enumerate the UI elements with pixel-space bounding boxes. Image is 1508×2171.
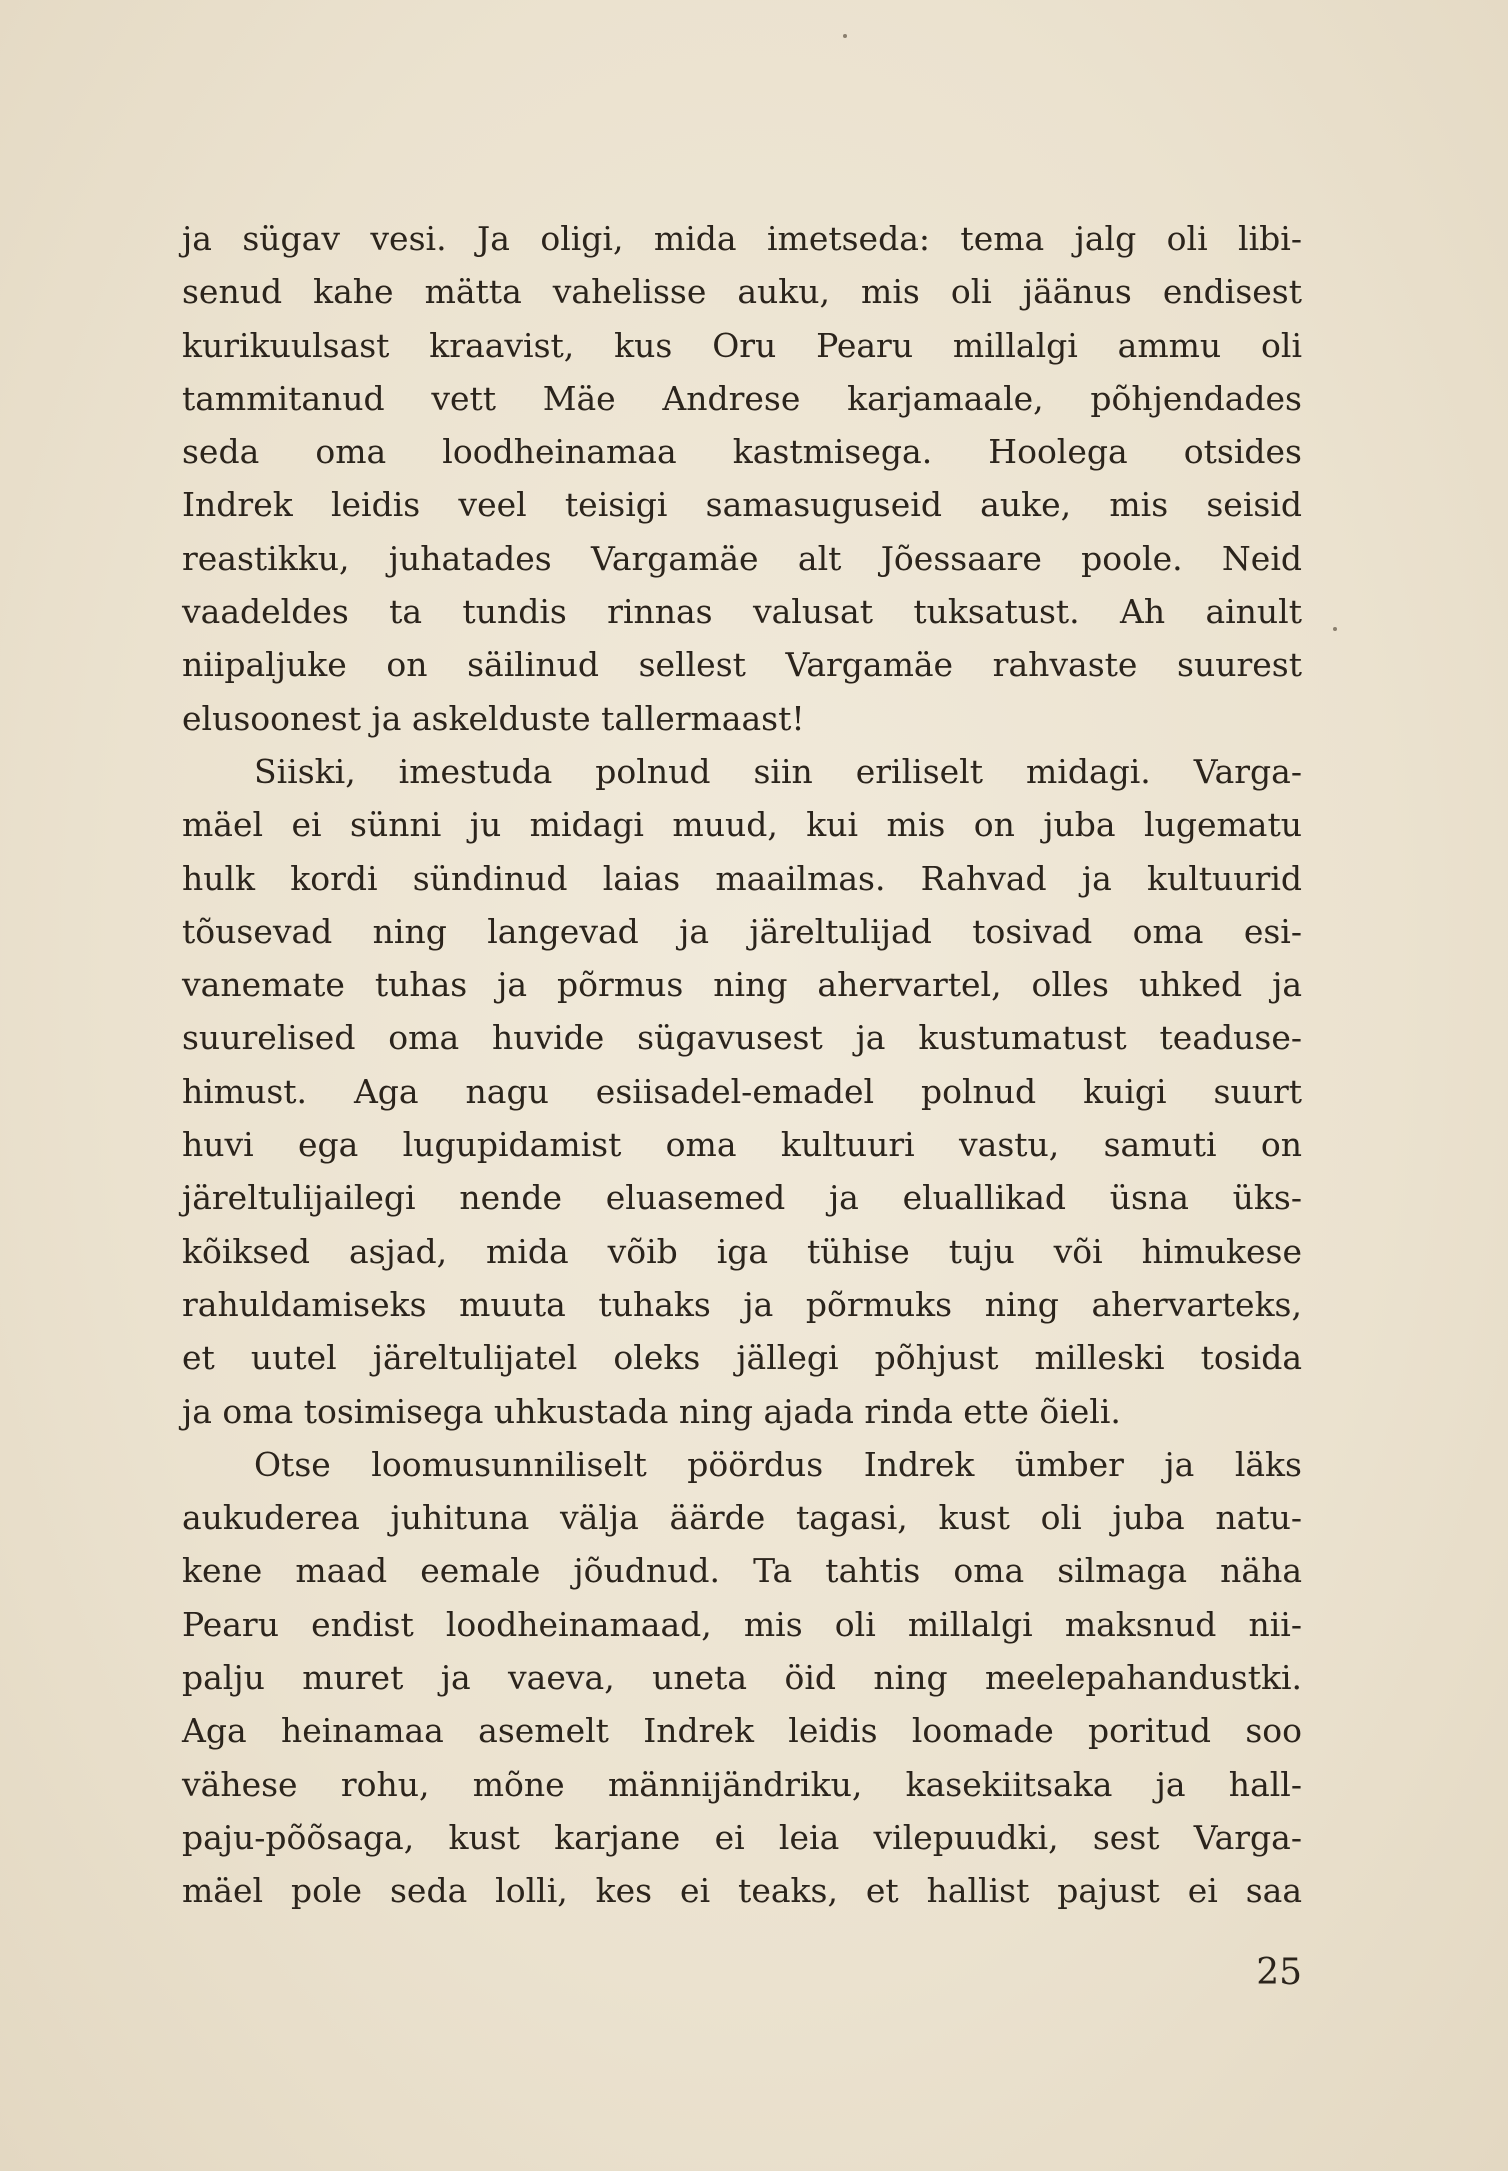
text-line: seda oma loodheinamaa kastmisega. Hoolega otsides: [182, 432, 1302, 472]
text-line: rahuldamiseks muuta tuhaks ja põrmuks ning ahervarteks,: [182, 1284, 1302, 1324]
text-line: Pearu endist loodheinamaad, mis oli millalgi maksnud nii-: [182, 1604, 1302, 1644]
text-line: et uutel järeltulijatel oleks jällegi põhjust milleski tosida: [182, 1338, 1302, 1378]
text-line: mäel ei sünni ju midagi muud, kui mis on juba lugematu: [182, 805, 1302, 845]
text-line: kõiksed asjad, mida võib iga tühise tuju või himukese: [182, 1231, 1302, 1271]
text-line: kurikuulsast kraavist, kus Oru Pearu millalgi ammu oli: [182, 325, 1302, 365]
text-line: himust. Aga nagu esiisadel-emadel polnud kuigi suurt: [182, 1071, 1302, 1111]
text-line: tammitanud vett Mäe Andrese karjamaale, põhjendades: [182, 378, 1302, 418]
text-line: vähese rohu, mõne männijändriku, kasekiitsaka ja hall-: [182, 1764, 1302, 1804]
paper-speck: [843, 34, 847, 38]
text-line: ja oma tosimisega uhkustada ning ajada rinda ette õieli.: [182, 1391, 1121, 1431]
text-line: ja sügav vesi. Ja oligi, mida imetseda: tema jalg oli libi-: [182, 219, 1302, 258]
text-line: senud kahe mätta vahelisse auku, mis oli jäänus endisest: [182, 272, 1302, 312]
text-line: vanemate tuhas ja põrmus ning ahervartel, olles uhked ja: [182, 965, 1302, 1005]
text-line: suurelised oma huvide sügavusest ja kustumatust teaduse-: [182, 1018, 1302, 1058]
text-line: järeltulijailegi nende eluasemed ja eluallikad üsna üks-: [182, 1178, 1302, 1218]
text-line: reastikku, juhatades Vargamäe alt Jõessaare poole. Neid: [182, 538, 1302, 578]
text-line: Otse loomusunniliselt pöördus Indrek ümber ja läks: [254, 1444, 1302, 1484]
text-line: mäel pole seda lolli, kes ei teaks, et hallist pajust ei saa: [182, 1871, 1302, 1911]
text-line: aukuderea juhituna välja äärde tagasi, kust oli juba natu-: [182, 1498, 1302, 1538]
text-line: vaadeldes ta tundis rinnas valusat tuksatust. Ah ainult: [182, 592, 1302, 632]
text-line: elusoonest ja askelduste tallermaast!: [182, 698, 805, 738]
text-line: huvi ega lugupidamist oma kultuuri vastu, samuti on: [182, 1125, 1302, 1165]
text-line: tõusevad ning langevad ja järeltulijad tosivad oma esi-: [182, 911, 1302, 951]
text-line: hulk kordi sündinud laias maailmas. Rahvad ja kultuurid: [182, 858, 1302, 898]
text-line: Aga heinamaa asemelt Indrek leidis loomade poritud soo: [182, 1711, 1302, 1751]
body-text: [182, 212, 1302, 1918]
page-number: 25: [1256, 1952, 1302, 1993]
text-line: Siiski, imestuda polnud siin eriliselt midagi. Varga-: [254, 751, 1302, 791]
paper-speck: [1333, 627, 1337, 631]
text-line: palju muret ja vaeva, uneta öid ning meelepahandustki.: [182, 1658, 1302, 1698]
text-line: kene maad eemale jõudnud. Ta tahtis oma silmaga näha: [182, 1551, 1302, 1591]
text-line: niipaljuke on säilinud sellest Vargamäe rahvaste suurest: [182, 645, 1302, 685]
text-line: paju-põõsaga, kust karjane ei leia vilepuudki, sest Varga-: [182, 1817, 1302, 1857]
text-line: Indrek leidis veel teisigi samasuguseid auke, mis seisid: [182, 485, 1302, 525]
